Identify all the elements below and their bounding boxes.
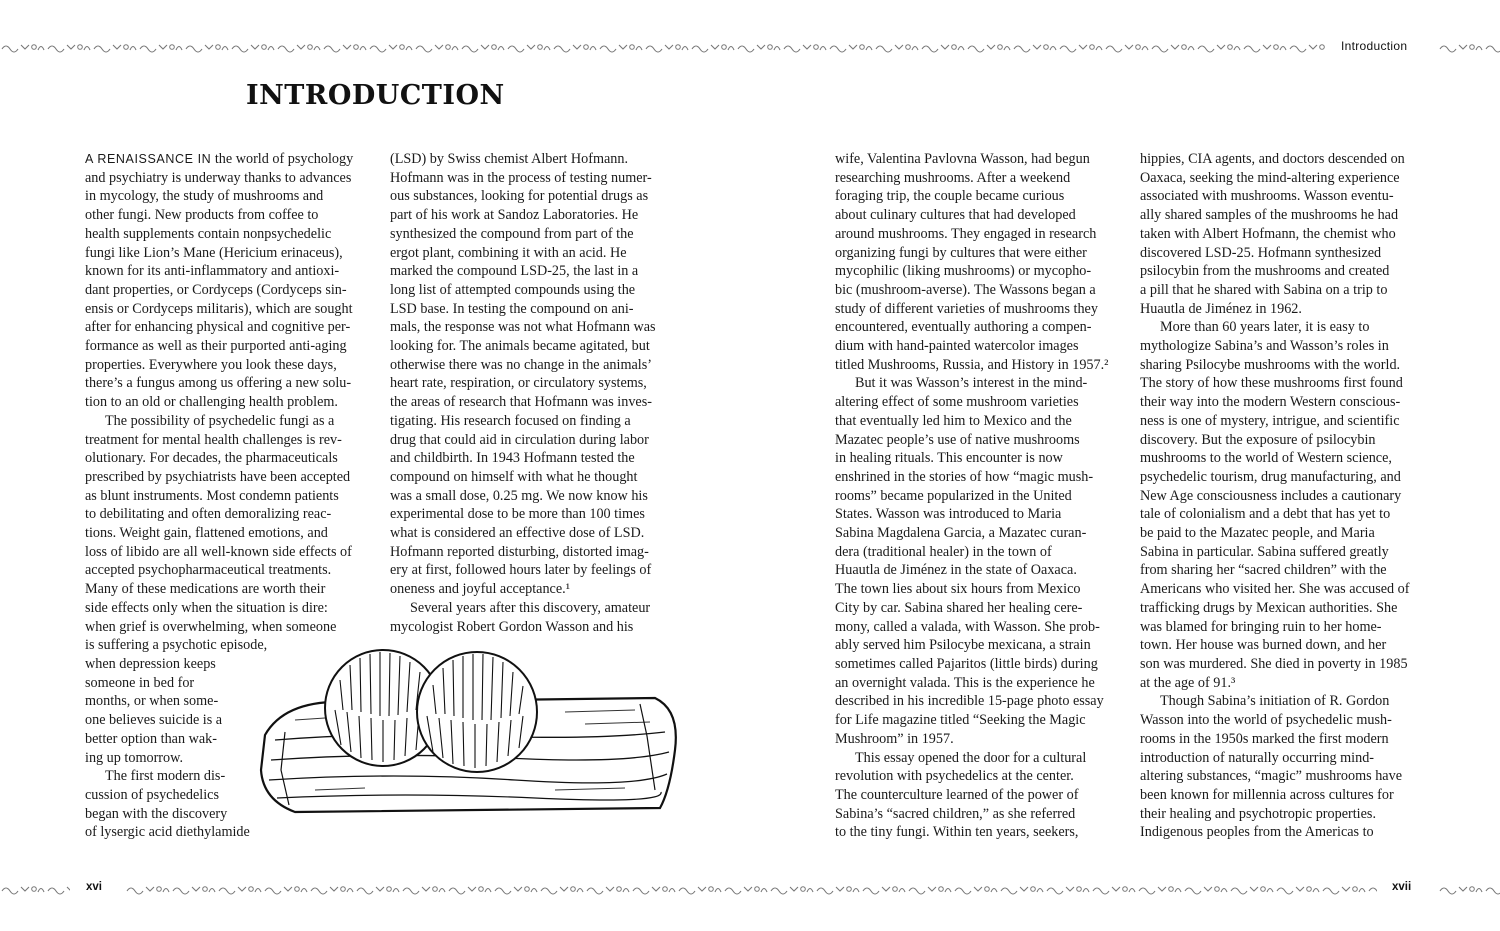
paragraph-5: Several years after this discovery, amateur mycologist Robert Gordon Wasson and his <box>390 599 651 635</box>
paragraph-3: The first modern dis- cussion of psychedelics began with the discovery of lysergic acid diethylamide <box>85 768 250 841</box>
paragraph-8: This essay opened the door for a cultural revolution with psychedelics at the center. The counterculture learned of the power of Sabina’s “sacred children,” as she referred to the tiny fungi. Within ten years, seekers, <box>835 749 1087 841</box>
bottom-border-ornament-right <box>1438 882 1500 896</box>
paragraph-6: wife, Valentina Pavlovna Wasson, had begun researching mushrooms. After a weekend foraging trip, the couple became curious about culinary cultures that had developed around mushrooms. They engaged in research organizing fungi by cultures that were either mycophilic (liking mushrooms) or mycopho- bic (mushroom-averse). The Wassons began a study of different varieties of mushrooms they encountered, eventually authoring a compen- dium with hand-painted watercolor images titled Mushrooms, Russia, and History in 1957.² <box>835 151 1109 373</box>
paragraph-11: Though Sabina’s initiation of R. Gordon Wasson into the world of psychedelic mush- rooms in the 1950s marked the first modern introduction of naturally occurring mind- altering substances, “magic” mushrooms have been known for millennia across cultures for their healing and psychotropic properties. Indigenous peoples from the Americas to <box>1140 693 1402 841</box>
lions-mane-mushrooms-on-log-illustration <box>255 640 685 830</box>
bottom-border-ornament-left <box>0 882 70 896</box>
paragraph-7: But it was Wasson’s interest in the mind- altering effect of some mushroom varieties that eventually led him to Mexico and the Mazatec people’s use of native mushrooms in healing rituals. This encounter is now enshrined in the stories of how “magic mush- rooms” became popularized in the United States. Wasson was introduced to Maria Sabina Magdalena Garcia, a Mazatec curan- dera (traditional healer) in the town of Huautla de Jiménez in the state of Oaxaca. The town lies about six hours from Mexico City by car. Sabina shared her healing cere- mony, called a valada, with Wasson. She prob- ably served him Psilocybe mexicana, a strain sometimes called Pajaritos (little birds) during an overnight valada. This is the experience he described in his incredible 15-page photo essay for Life magazine titled “Seeking the Magic Mushroom” in 1957. <box>835 375 1104 747</box>
text-column-3 <box>835 150 1135 842</box>
running-head: Introduction <box>1341 39 1408 53</box>
page-title: INTRODUCTION <box>246 80 505 111</box>
page-number-left: xvi <box>86 881 102 893</box>
paragraph-9: hippies, CIA agents, and doctors descended on Oaxaca, seeking the mind-altering experience associated with mushrooms. Wasson eventu- ally shared samples of the mushrooms he had taken with Albert Hofmann, the chemist who discovered LSD-25. Hofmann synthesized psilocybin from the mushrooms and created a pill that he shared with Sabina on a trip to Huautla de Jiménez in 1962. <box>1140 151 1405 317</box>
paragraph-1 <box>85 150 375 412</box>
paragraph-4: (LSD) by Swiss chemist Albert Hofmann. Hofmann was in the process of testing numer- ous substances, looking for potential drugs as part of his work at Sandoz Laboratories. He synthesized the compound from part of the ergot plant, combining it with an acid. He marked the compound LSD-25, the last in a long list of attempted compounds using the LSD base. In testing the compound on ani- mals, the response was not what Hofmann was looking for. The animals became agitated, but otherwise there was no change in the animals’ heart rate, respiration, or circulatory systems, the areas of research that Hofmann was inves- tigating. His research focused on finding a drug that could aid in circulation during labor and childbirth. In 1943 Hofmann tested the compound on himself with what he thought was a small dose, 0.25 mg. We now know his experimental dose to be more than 100 times what is considered an effective dose of LSD. Hofmann reported disturbing, distorted imag- ery at first, followed hours later by feelings of oneness and joyful acceptance.¹ <box>390 151 656 598</box>
paragraph-10: More than 60 years later, it is easy to mythologize Sabina’s and Wasson’s roles in sharing Psilocybe mushrooms with the world. The story of how these mushrooms first found their way into the modern Western conscious- ness is one of mystery, intrigue, and scientific discovery. But the exposure of psilocybin mushrooms to the world of Western science, psychedelic tourism, drug manufacturing, and New Age consciousness includes a cautionary tale of colonialism and a debt that has yet to be paid to the Mazatec people, and Maria Sabina in particular. Sabina suffered greatly from sharing her “sacred children” with the Americans who visited her. She was accused of trafficking drugs by Mexican authorities. She was blamed for bringing ruin to her home- town. Her house was burned down, and her son was murdered. She died in poverty in 1985 at the age of 91.³ <box>1140 319 1410 691</box>
paragraph-2: The possibility of psychedelic fungi as a treatment for mental health challenges is rev- olutionary. For decades, the pharmaceuticals prescribed by psychiatrists have been accepted as blunt instruments. Most condemn patients to debilitating and often demoralizing reac- tions. Weight gain, flattened emotions, and loss of libido are all well-known side effects of accepted psychopharmaceutical treatments. Many of these medications are worth their side effects only when the situation is dire: when grief is overwhelming, when someone is suffering a psychotic episode, when depression keeps someone in bed for months, or when some- one believes suicide is a better option than wak- ing up tomorrow. <box>85 412 352 766</box>
bottom-border-ornament-middle <box>125 882 1377 896</box>
lead-in-small-caps: A RENAISSANCE IN <box>85 152 212 166</box>
page-number-right: xvii <box>1392 881 1412 893</box>
paragraph-1-text: the world of psychology and psychiatry is underway thanks to advances in mycology, the study of mushrooms and other fungi. New products from coffee to health supplements contain nonpsychedelic fungi like Lion’s Mane (Hericium erinaceus), known for its anti-inflammatory and antioxi- dant properties, or Cordyceps (Cordyceps sin- ensis or Cordyceps militaris), which are sought after for enhancing physical and cognitive per- formance as well as their purported anti-aging properties. Everywhere you look these days, there’s a fungus among us offering a new solu- tion to an old or challenging health problem. <box>85 151 354 411</box>
text-column-2 <box>390 150 690 636</box>
top-border-ornament-left <box>0 40 1325 54</box>
top-border-ornament-right <box>1438 40 1500 54</box>
text-column-4 <box>1140 150 1440 842</box>
